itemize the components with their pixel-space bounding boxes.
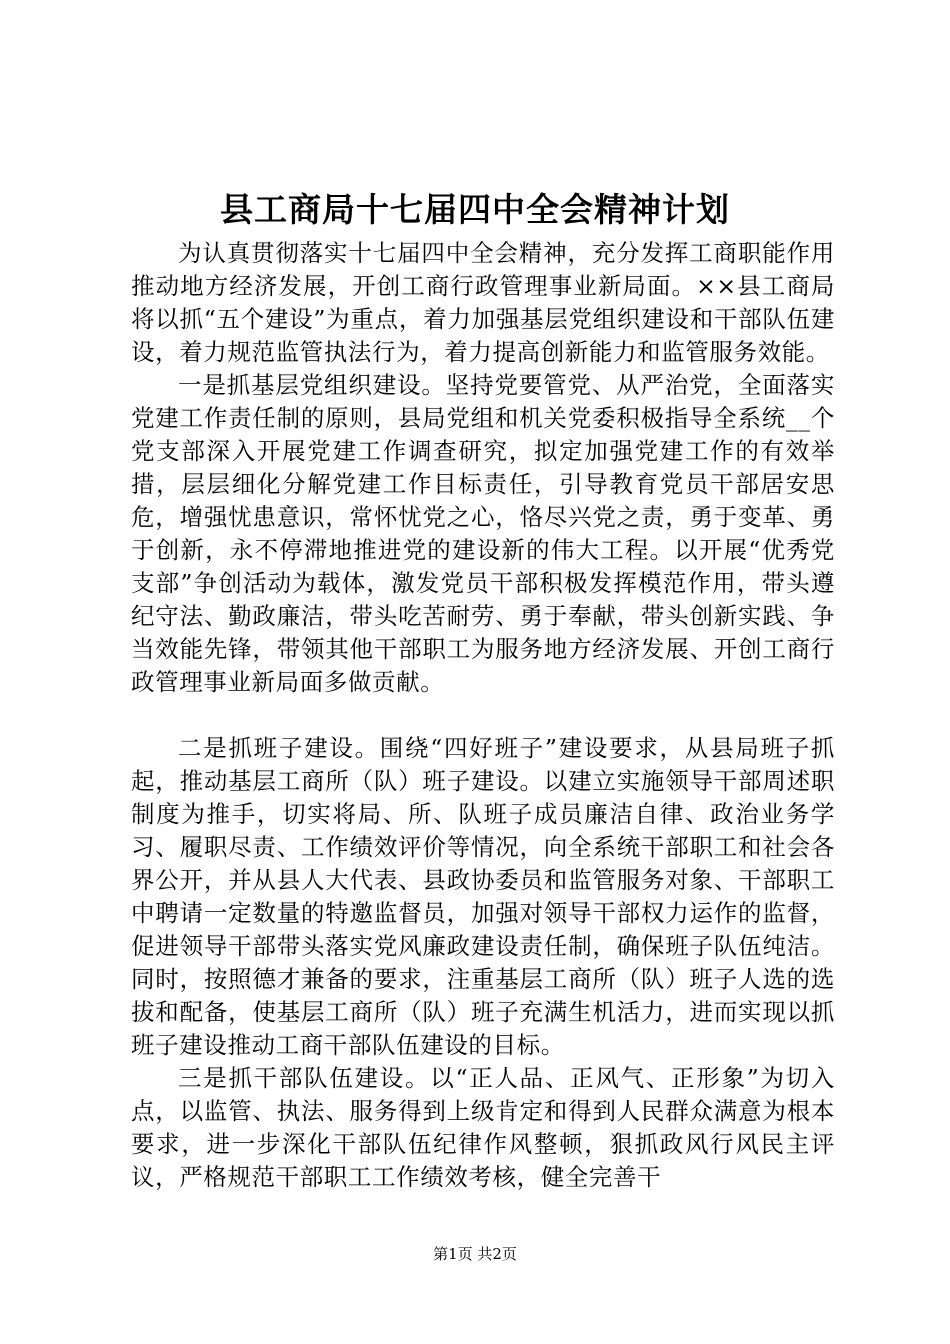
paragraph-leadership-team: 二是抓班子建设。围绕“四好班子”建设要求，从县局班子抓起，推动基层工商所（队）班子建设。以建立实施领导干部周述职制度为推手，切实将局、所、队班子成员廉洁自律、政治业务学习、履职尽责、工作绩效评价等情况，向全系统干部职工和社会各界公开，并从县人大代表、县政协委员和监管服务对象、干部职工中聘请一定数量的特邀监督员，加强对领导干部权力运作的监督，促进领导干部带头落实党风廉政建设责任制，确保班子队伍纯洁。同时，按照德才兼备的要求，注重基层工商所（队）班子人选的选拔和配备，使基层工商所（队）班子充满生机活力，进而实现以抓班子建设推动工商干部队伍建设的目标。 — [131, 734, 835, 1059]
paragraph-cadre-team: 三是抓干部队伍建设。以“正人品、正风气、正形象”为切入点，以监管、执法、服务得到上级肯定和得到人民群众满意为根本要求，进一步深化干部队伍纪律作风整顿，狠抓政风行风民主评议，严格规范干部职工工作绩效考核，健全完善干 — [131, 1064, 835, 1191]
page-number-footer: 第1页 共2页 — [433, 1245, 517, 1263]
document-title: 县工商局十七届四中全会精神计划 — [220, 190, 730, 229]
document-body — [131, 237, 835, 1194]
paragraph-intro: 为认真贯彻落实十七届四中全会精神，充分发挥工商职能作用推动地方经济发展，开创工商行政管理事业新局面。××县工商局将以抓“五个建设”为重点，着力加强基层党组织建设和干部队伍建设，着力规范监管执法行为，着力提高创新能力和监管服务效能。 — [131, 239, 835, 366]
paragraph-spacer — [131, 699, 835, 732]
paragraph-party-organization: 一是抓基层党组织建设。坚持党要管党、从严治党，全面落实党建工作责任制的原则，县局党组和机关党委积极指导全系统__个党支部深入开展党建工作调查研究，拟定加强党建工作的有效举措，层层细化分解党建工作目标责任，引导教育党员干部居安思危，增强忧患意识，常怀忧党之心，恪尽兴党之责，勇于变革、勇于创新，永不停滞地推进党的建设新的伟大工程。以开展“优秀党支部”争创活动为载体，激发党员干部积极发挥模范作用，带头遵纪守法、勤政廉洁，带头吃苦耐劳、勇于奉献，带头创新实践、争当效能先锋，带领其他干部职工为服务地方经济发展、开创工商行政管理事业新局面多做贡献。 — [131, 371, 835, 696]
